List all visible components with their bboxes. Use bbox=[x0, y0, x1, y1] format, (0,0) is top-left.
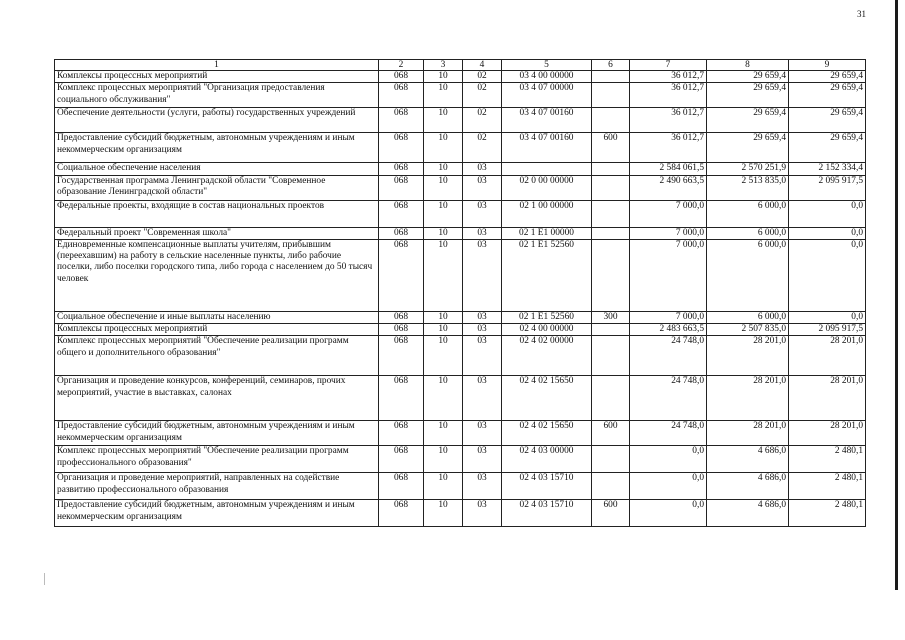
subsection-code: 02 bbox=[463, 71, 502, 83]
amount-col-8: 28 201,0 bbox=[707, 376, 789, 421]
item-name: Социальное обеспечение и иные выплаты населению bbox=[55, 311, 379, 323]
amount-col-7: 0,0 bbox=[630, 446, 707, 473]
amount-col-7: 2 483 663,5 bbox=[630, 324, 707, 336]
ministry-code: 068 bbox=[379, 311, 424, 323]
expense-type-code bbox=[592, 108, 630, 133]
table-row bbox=[55, 446, 866, 473]
section-code: 10 bbox=[424, 500, 463, 527]
subsection-code: 03 bbox=[463, 324, 502, 336]
ministry-code: 068 bbox=[379, 324, 424, 336]
amount-col-8: 6 000,0 bbox=[707, 311, 789, 323]
subsection-code: 02 bbox=[463, 83, 502, 108]
header-cell: 8 bbox=[707, 60, 789, 71]
section-code: 10 bbox=[424, 200, 463, 227]
amount-col-8: 2 513 835,0 bbox=[707, 175, 789, 200]
target-article-code: 02 4 03 15710 bbox=[502, 500, 592, 527]
amount-col-9: 29 659,4 bbox=[789, 71, 866, 83]
target-article-code bbox=[502, 163, 592, 175]
subsection-code: 03 bbox=[463, 311, 502, 323]
header-cell: 2 bbox=[379, 60, 424, 71]
amount-col-7: 24 748,0 bbox=[630, 336, 707, 376]
amount-col-7: 0,0 bbox=[630, 473, 707, 500]
amount-col-9: 2 152 334,4 bbox=[789, 163, 866, 175]
table-row bbox=[55, 324, 866, 336]
amount-col-8: 2 570 251,9 bbox=[707, 163, 789, 175]
target-article-code: 03 4 07 00000 bbox=[502, 83, 592, 108]
page-number: 31 bbox=[857, 9, 866, 19]
ministry-code: 068 bbox=[379, 421, 424, 446]
subsection-code: 03 bbox=[463, 446, 502, 473]
amount-col-9: 0,0 bbox=[789, 200, 866, 227]
amount-col-9: 0,0 bbox=[789, 239, 866, 311]
section-code: 10 bbox=[424, 324, 463, 336]
budget-table bbox=[54, 59, 866, 527]
table-row bbox=[55, 500, 866, 527]
amount-col-7: 36 012,7 bbox=[630, 133, 707, 163]
ministry-code: 068 bbox=[379, 83, 424, 108]
table-row bbox=[55, 421, 866, 446]
section-code: 10 bbox=[424, 376, 463, 421]
subsection-code: 02 bbox=[463, 108, 502, 133]
ministry-code: 068 bbox=[379, 376, 424, 421]
item-name: Комплекс процессных мероприятий "Обеспечение реализации программ профессионального образования" bbox=[55, 446, 379, 473]
amount-col-9: 29 659,4 bbox=[789, 108, 866, 133]
item-name: Социальное обеспечение населения bbox=[55, 163, 379, 175]
table-row bbox=[55, 227, 866, 239]
expense-type-code bbox=[592, 83, 630, 108]
amount-col-8: 29 659,4 bbox=[707, 133, 789, 163]
amount-col-7: 2 584 061,5 bbox=[630, 163, 707, 175]
table-row bbox=[55, 108, 866, 133]
amount-col-9: 0,0 bbox=[789, 311, 866, 323]
amount-col-8: 6 000,0 bbox=[707, 200, 789, 227]
subsection-code: 03 bbox=[463, 500, 502, 527]
amount-col-8: 6 000,0 bbox=[707, 239, 789, 311]
amount-col-7: 7 000,0 bbox=[630, 200, 707, 227]
expense-type-code bbox=[592, 163, 630, 175]
amount-col-8: 6 000,0 bbox=[707, 227, 789, 239]
expense-type-code: 300 bbox=[592, 311, 630, 323]
ministry-code: 068 bbox=[379, 473, 424, 500]
header-cell: 6 bbox=[592, 60, 630, 71]
amount-col-7: 24 748,0 bbox=[630, 421, 707, 446]
section-code: 10 bbox=[424, 71, 463, 83]
section-code: 10 bbox=[424, 336, 463, 376]
ministry-code: 068 bbox=[379, 175, 424, 200]
section-code: 10 bbox=[424, 133, 463, 163]
amount-col-9: 2 095 917,5 bbox=[789, 175, 866, 200]
subsection-code: 03 bbox=[463, 200, 502, 227]
item-name: Комплекс процессных мероприятий "Организация предоставления социального обслуживания" bbox=[55, 83, 379, 108]
expense-type-code bbox=[592, 175, 630, 200]
section-code: 10 bbox=[424, 311, 463, 323]
item-name: Комплексы процессных мероприятий bbox=[55, 324, 379, 336]
ministry-code: 068 bbox=[379, 163, 424, 175]
subsection-code: 02 bbox=[463, 133, 502, 163]
amount-col-7: 2 490 663,5 bbox=[630, 175, 707, 200]
amount-col-8: 29 659,4 bbox=[707, 71, 789, 83]
table-row bbox=[55, 473, 866, 500]
amount-col-8: 4 686,0 bbox=[707, 500, 789, 527]
target-article-code: 02 1 E1 52560 bbox=[502, 311, 592, 323]
target-article-code: 02 4 00 00000 bbox=[502, 324, 592, 336]
amount-col-7: 7 000,0 bbox=[630, 311, 707, 323]
target-article-code: 02 4 03 15710 bbox=[502, 473, 592, 500]
amount-col-8: 29 659,4 bbox=[707, 83, 789, 108]
scan-edge-line bbox=[895, 0, 898, 590]
amount-col-9: 29 659,4 bbox=[789, 83, 866, 108]
target-article-code: 02 1 E1 00000 bbox=[502, 227, 592, 239]
item-name: Комплекс процессных мероприятий "Обеспечение реализации программ общего и дополнительного образования" bbox=[55, 336, 379, 376]
section-code: 10 bbox=[424, 227, 463, 239]
subsection-code: 03 bbox=[463, 239, 502, 311]
item-name: Предоставление субсидий бюджетным, автономным учреждениям и иным некоммерческим организациям bbox=[55, 500, 379, 527]
expense-type-code bbox=[592, 324, 630, 336]
amount-col-9: 2 480,1 bbox=[789, 473, 866, 500]
subsection-code: 03 bbox=[463, 227, 502, 239]
ministry-code: 068 bbox=[379, 227, 424, 239]
table-row bbox=[55, 133, 866, 163]
amount-col-9: 2 095 917,5 bbox=[789, 324, 866, 336]
section-code: 10 bbox=[424, 446, 463, 473]
expense-type-code bbox=[592, 239, 630, 311]
ministry-code: 068 bbox=[379, 108, 424, 133]
table-row bbox=[55, 200, 866, 227]
ministry-code: 068 bbox=[379, 200, 424, 227]
amount-col-7: 0,0 bbox=[630, 500, 707, 527]
expense-type-code bbox=[592, 71, 630, 83]
amount-col-9: 2 480,1 bbox=[789, 500, 866, 527]
table-row bbox=[55, 336, 866, 376]
table-row bbox=[55, 239, 866, 311]
table-row bbox=[55, 83, 866, 108]
column-number-header bbox=[55, 60, 866, 71]
header-cell: 7 bbox=[630, 60, 707, 71]
header-cell: 1 bbox=[55, 60, 379, 71]
scan-mark bbox=[44, 573, 45, 585]
target-article-code: 02 4 02 00000 bbox=[502, 336, 592, 376]
target-article-code: 02 4 02 15650 bbox=[502, 376, 592, 421]
table-row bbox=[55, 175, 866, 200]
expense-type-code bbox=[592, 336, 630, 376]
item-name: Организация и проведение мероприятий, направленных на содействие развитию профессионального образования bbox=[55, 473, 379, 500]
section-code: 10 bbox=[424, 163, 463, 175]
subsection-code: 03 bbox=[463, 376, 502, 421]
target-article-code: 02 1 00 00000 bbox=[502, 200, 592, 227]
amount-col-8: 4 686,0 bbox=[707, 473, 789, 500]
amount-col-7: 7 000,0 bbox=[630, 227, 707, 239]
subsection-code: 03 bbox=[463, 163, 502, 175]
amount-col-7: 36 012,7 bbox=[630, 83, 707, 108]
amount-col-8: 2 507 835,0 bbox=[707, 324, 789, 336]
target-article-code: 02 4 03 00000 bbox=[502, 446, 592, 473]
section-code: 10 bbox=[424, 108, 463, 133]
target-article-code: 02 0 00 00000 bbox=[502, 175, 592, 200]
item-name: Федеральный проект "Современная школа" bbox=[55, 227, 379, 239]
header-cell: 5 bbox=[502, 60, 592, 71]
header-cell: 4 bbox=[463, 60, 502, 71]
amount-col-9: 28 201,0 bbox=[789, 421, 866, 446]
expense-type-code: 600 bbox=[592, 421, 630, 446]
target-article-code: 03 4 07 00160 bbox=[502, 108, 592, 133]
expense-type-code bbox=[592, 200, 630, 227]
amount-col-9: 28 201,0 bbox=[789, 376, 866, 421]
header-cell: 9 bbox=[789, 60, 866, 71]
target-article-code: 03 4 00 00000 bbox=[502, 71, 592, 83]
section-code: 10 bbox=[424, 239, 463, 311]
amount-col-7: 7 000,0 bbox=[630, 239, 707, 311]
ministry-code: 068 bbox=[379, 239, 424, 311]
amount-col-8: 29 659,4 bbox=[707, 108, 789, 133]
ministry-code: 068 bbox=[379, 71, 424, 83]
table-row bbox=[55, 311, 866, 323]
table-row bbox=[55, 376, 866, 421]
target-article-code: 03 4 07 00160 bbox=[502, 133, 592, 163]
amount-col-9: 2 480,1 bbox=[789, 446, 866, 473]
section-code: 10 bbox=[424, 175, 463, 200]
item-name: Комплексы процессных мероприятий bbox=[55, 71, 379, 83]
section-code: 10 bbox=[424, 473, 463, 500]
item-name: Государственная программа Ленинградской области "Современное образование Ленинградской области" bbox=[55, 175, 379, 200]
amount-col-7: 24 748,0 bbox=[630, 376, 707, 421]
amount-col-7: 36 012,7 bbox=[630, 108, 707, 133]
subsection-code: 03 bbox=[463, 473, 502, 500]
section-code: 10 bbox=[424, 421, 463, 446]
amount-col-9: 29 659,4 bbox=[789, 133, 866, 163]
item-name: Федеральные проекты, входящие в состав национальных проектов bbox=[55, 200, 379, 227]
header-cell: 3 bbox=[424, 60, 463, 71]
expense-type-code: 600 bbox=[592, 500, 630, 527]
ministry-code: 068 bbox=[379, 500, 424, 527]
item-name: Обеспечение деятельности (услуги, работы) государственных учреждений bbox=[55, 108, 379, 133]
expense-type-code bbox=[592, 446, 630, 473]
amount-col-9: 28 201,0 bbox=[789, 336, 866, 376]
table-row bbox=[55, 163, 866, 175]
ministry-code: 068 bbox=[379, 133, 424, 163]
item-name: Организация и проведение конкурсов, конференций, семинаров, прочих мероприятий, участие в выставках, салонах bbox=[55, 376, 379, 421]
subsection-code: 03 bbox=[463, 175, 502, 200]
subsection-code: 03 bbox=[463, 336, 502, 376]
expense-type-code bbox=[592, 227, 630, 239]
expense-type-code bbox=[592, 473, 630, 500]
target-article-code: 02 4 02 15650 bbox=[502, 421, 592, 446]
table-row bbox=[55, 71, 866, 83]
amount-col-9: 0,0 bbox=[789, 227, 866, 239]
amount-col-7: 36 012,7 bbox=[630, 71, 707, 83]
expense-type-code bbox=[592, 376, 630, 421]
target-article-code: 02 1 E1 52560 bbox=[502, 239, 592, 311]
amount-col-8: 28 201,0 bbox=[707, 336, 789, 376]
ministry-code: 068 bbox=[379, 336, 424, 376]
amount-col-8: 28 201,0 bbox=[707, 421, 789, 446]
item-name: Предоставление субсидий бюджетным, автономным учреждениям и иным некоммерческим организациям bbox=[55, 133, 379, 163]
expense-type-code: 600 bbox=[592, 133, 630, 163]
item-name: Единовременные компенсационные выплаты учителям, прибывшим (переехавшим) на работу в сельские населенные пункты, либо рабочие поселки, либо поселки городского типа, либо города с населением до 50 тысяч человек bbox=[55, 239, 379, 311]
ministry-code: 068 bbox=[379, 446, 424, 473]
section-code: 10 bbox=[424, 83, 463, 108]
subsection-code: 03 bbox=[463, 421, 502, 446]
amount-col-8: 4 686,0 bbox=[707, 446, 789, 473]
item-name: Предоставление субсидий бюджетным, автономным учреждениям и иным некоммерческим организациям bbox=[55, 421, 379, 446]
